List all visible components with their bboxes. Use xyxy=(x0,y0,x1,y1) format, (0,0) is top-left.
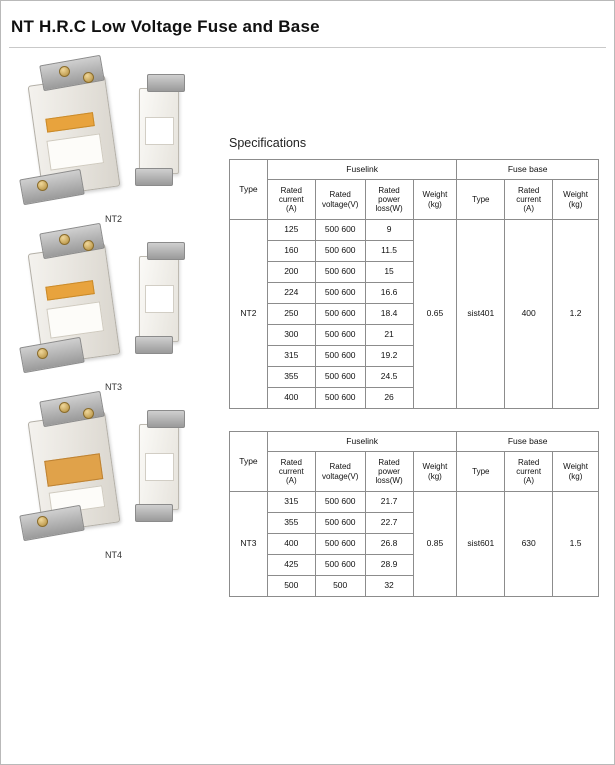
header-line: Rated xyxy=(329,190,351,200)
cell-rated-current: 125 xyxy=(267,220,315,241)
fuse-bolt xyxy=(83,72,94,83)
cell-rated-current: 315 xyxy=(267,492,315,513)
cell-rated-voltage: 500 600 xyxy=(315,262,365,283)
table-group-header-row xyxy=(230,432,599,452)
cell-base-type: sist401 xyxy=(457,220,505,409)
header-line: current xyxy=(516,466,542,476)
fuse-small-blade-top xyxy=(147,242,185,260)
spec-table-nt3 xyxy=(229,431,599,597)
header-rated-voltage xyxy=(315,452,365,492)
fuse-small-blade-bottom xyxy=(135,504,173,522)
header-base-weight xyxy=(553,180,599,220)
cell-base-rated-current: 630 xyxy=(505,492,553,597)
header-group-fuselink: Fuselink xyxy=(267,160,457,180)
table-spacer xyxy=(229,409,604,431)
cell-rated-voltage: 500 600 xyxy=(315,241,365,262)
header-line: (kg) xyxy=(428,471,442,481)
fuse-small-blade-top xyxy=(147,74,185,92)
cell-rated-voltage: 500 600 xyxy=(315,304,365,325)
header-line: Weight xyxy=(563,190,588,200)
header-line: Rated xyxy=(517,457,540,467)
header-line: loss(W) xyxy=(375,476,403,486)
fuse-small-blade-bottom xyxy=(135,168,173,186)
cell-rated-voltage: 500 600 xyxy=(315,346,365,367)
cell-rated-voltage: 500 600 xyxy=(315,325,365,346)
cell-power-loss: 9 xyxy=(365,220,413,241)
fuse-label-orange xyxy=(45,112,94,133)
header-group-fusebase: Fuse base xyxy=(457,432,599,452)
header-weight xyxy=(413,452,457,492)
header-base-rated-current xyxy=(505,180,553,220)
header-line: (A) xyxy=(523,476,534,486)
header-line: (kg) xyxy=(428,199,442,209)
cell-rated-voltage: 500 600 xyxy=(315,534,365,555)
cell-link-type: NT2 xyxy=(230,220,268,409)
header-line: current xyxy=(278,194,304,204)
cell-rated-voltage: 500 xyxy=(315,576,365,597)
fuse-bolt xyxy=(59,66,70,77)
header-weight xyxy=(413,180,457,220)
cell-rated-current: 224 xyxy=(267,283,315,304)
header-rated-voltage xyxy=(315,180,365,220)
header-line: current xyxy=(278,466,304,476)
header-line: (A) xyxy=(523,204,534,214)
fuse-bolt xyxy=(83,408,94,419)
cell-power-loss: 21.7 xyxy=(365,492,413,513)
cell-power-loss: 22.7 xyxy=(365,513,413,534)
product-image-column xyxy=(1,62,216,566)
spec-table-nt2 xyxy=(229,159,599,409)
cell-rated-current: 250 xyxy=(267,304,315,325)
header-line: Rated xyxy=(280,185,302,195)
fuse-label-white xyxy=(46,301,104,338)
cell-rated-current: 355 xyxy=(267,513,315,534)
fuse-blade-bottom xyxy=(19,505,85,541)
fuse-body-small xyxy=(139,256,179,342)
header-line: Rated xyxy=(329,462,351,472)
fuse-caption-nt4: NT4 xyxy=(104,550,122,560)
fuse-label-orange xyxy=(44,453,103,487)
header-line: Rated xyxy=(378,457,400,467)
fuse-body-small xyxy=(139,424,179,510)
cell-power-loss: 18.4 xyxy=(365,304,413,325)
fuse-photo-nt2 xyxy=(1,62,216,224)
page-title: NT H.R.C Low Voltage Fuse and Base xyxy=(11,17,320,36)
cell-rated-current: 300 xyxy=(267,325,315,346)
fuse-blade-bottom xyxy=(19,169,85,205)
table-group-header-row xyxy=(230,160,599,180)
header-line: voltage(V) xyxy=(321,199,359,209)
fuse-bolt xyxy=(83,240,94,251)
specifications-section xyxy=(229,48,604,597)
header-line: (A) xyxy=(285,476,297,486)
header-base-type: Type xyxy=(457,180,505,220)
fuse-bolt xyxy=(59,234,70,245)
cell-link-type: NT3 xyxy=(230,492,268,597)
cell-rated-current: 200 xyxy=(267,262,315,283)
fuse-bolt xyxy=(37,516,48,527)
cell-power-loss: 19.2 xyxy=(365,346,413,367)
header-rated-current xyxy=(267,180,315,220)
header-line: voltage(V) xyxy=(321,471,359,481)
header-rated-power-loss xyxy=(365,452,413,492)
fuse-caption-nt3: NT3 xyxy=(104,382,122,392)
header-group-fusebase: Fuse base xyxy=(457,160,599,180)
header-line: Rated xyxy=(378,185,400,195)
fuse-small-label xyxy=(145,285,174,313)
fuse-blade-bottom xyxy=(19,337,85,373)
cell-rated-voltage: 500 600 xyxy=(315,220,365,241)
header-line: Weight xyxy=(422,462,448,472)
fuse-label-white xyxy=(46,133,104,170)
cell-base-type: sist601 xyxy=(457,492,505,597)
cell-rated-voltage: 500 600 xyxy=(315,555,365,576)
cell-rated-current: 425 xyxy=(267,555,315,576)
cell-rated-voltage: 500 600 xyxy=(315,513,365,534)
header-line: Rated xyxy=(517,185,540,195)
fuse-small-label xyxy=(145,453,174,481)
cell-link-weight: 0.65 xyxy=(413,220,457,409)
fuse-caption-nt2: NT2 xyxy=(104,214,122,224)
header-base-type: Type xyxy=(457,452,505,492)
table-row xyxy=(230,220,599,241)
cell-base-weight: 1.5 xyxy=(553,492,599,597)
cell-power-loss: 26 xyxy=(365,388,413,409)
cell-power-loss: 26.8 xyxy=(365,534,413,555)
fuse-photo-nt4 xyxy=(1,398,216,560)
fuse-bolt xyxy=(37,348,48,359)
cell-rated-current: 315 xyxy=(267,346,315,367)
cell-rated-current: 160 xyxy=(267,241,315,262)
photo-canvas-nt2 xyxy=(7,62,212,212)
cell-power-loss: 32 xyxy=(365,576,413,597)
header-line: Rated xyxy=(280,457,302,467)
cell-rated-current: 355 xyxy=(267,367,315,388)
fuse-label-orange xyxy=(45,280,94,301)
cell-power-loss: 28.9 xyxy=(365,555,413,576)
cell-rated-voltage: 500 600 xyxy=(315,492,365,513)
cell-link-weight: 0.85 xyxy=(413,492,457,597)
header-rated-current xyxy=(267,452,315,492)
header-type: Type xyxy=(230,432,268,492)
cell-rated-current: 400 xyxy=(267,534,315,555)
header-line: current xyxy=(516,194,542,204)
header-line: power xyxy=(378,466,400,476)
cell-base-weight: 1.2 xyxy=(553,220,599,409)
header-group-fuselink: Fuselink xyxy=(267,432,457,452)
cell-rated-current: 500 xyxy=(267,576,315,597)
fuse-small-label xyxy=(145,117,174,145)
cell-base-rated-current: 400 xyxy=(505,220,553,409)
cell-power-loss: 16.6 xyxy=(365,283,413,304)
header-type: Type xyxy=(230,160,268,220)
photo-canvas-nt3 xyxy=(7,230,212,380)
cell-power-loss: 11.5 xyxy=(365,241,413,262)
specifications-heading: Specifications xyxy=(229,136,307,150)
fuse-small-blade-bottom xyxy=(135,336,173,354)
cell-rated-current: 400 xyxy=(267,388,315,409)
cell-power-loss: 21 xyxy=(365,325,413,346)
table-sub-header-row xyxy=(230,180,599,220)
header-rated-power-loss xyxy=(365,180,413,220)
header-line: (A) xyxy=(285,204,297,214)
header-base-weight xyxy=(553,452,599,492)
header-line: Weight xyxy=(422,190,448,200)
header-line: power xyxy=(378,194,400,204)
fuse-small-blade-top xyxy=(147,410,185,428)
fuse-photo-nt3 xyxy=(1,230,216,392)
cell-power-loss: 15 xyxy=(365,262,413,283)
fuse-body-small xyxy=(139,88,179,174)
photo-canvas-nt4 xyxy=(7,398,212,548)
header-line: Weight xyxy=(563,462,588,472)
table-row xyxy=(230,492,599,513)
content-area xyxy=(1,48,614,748)
cell-rated-voltage: 500 600 xyxy=(315,283,365,304)
fuse-bolt xyxy=(59,402,70,413)
header-line: (kg) xyxy=(568,471,583,481)
cell-rated-voltage: 500 600 xyxy=(315,367,365,388)
cell-rated-voltage: 500 600 xyxy=(315,388,365,409)
header-line: (kg) xyxy=(568,199,583,209)
header-base-rated-current xyxy=(505,452,553,492)
table-sub-header-row xyxy=(230,452,599,492)
header-line: loss(W) xyxy=(375,204,403,214)
fuse-bolt xyxy=(37,180,48,191)
cell-power-loss: 24.5 xyxy=(365,367,413,388)
